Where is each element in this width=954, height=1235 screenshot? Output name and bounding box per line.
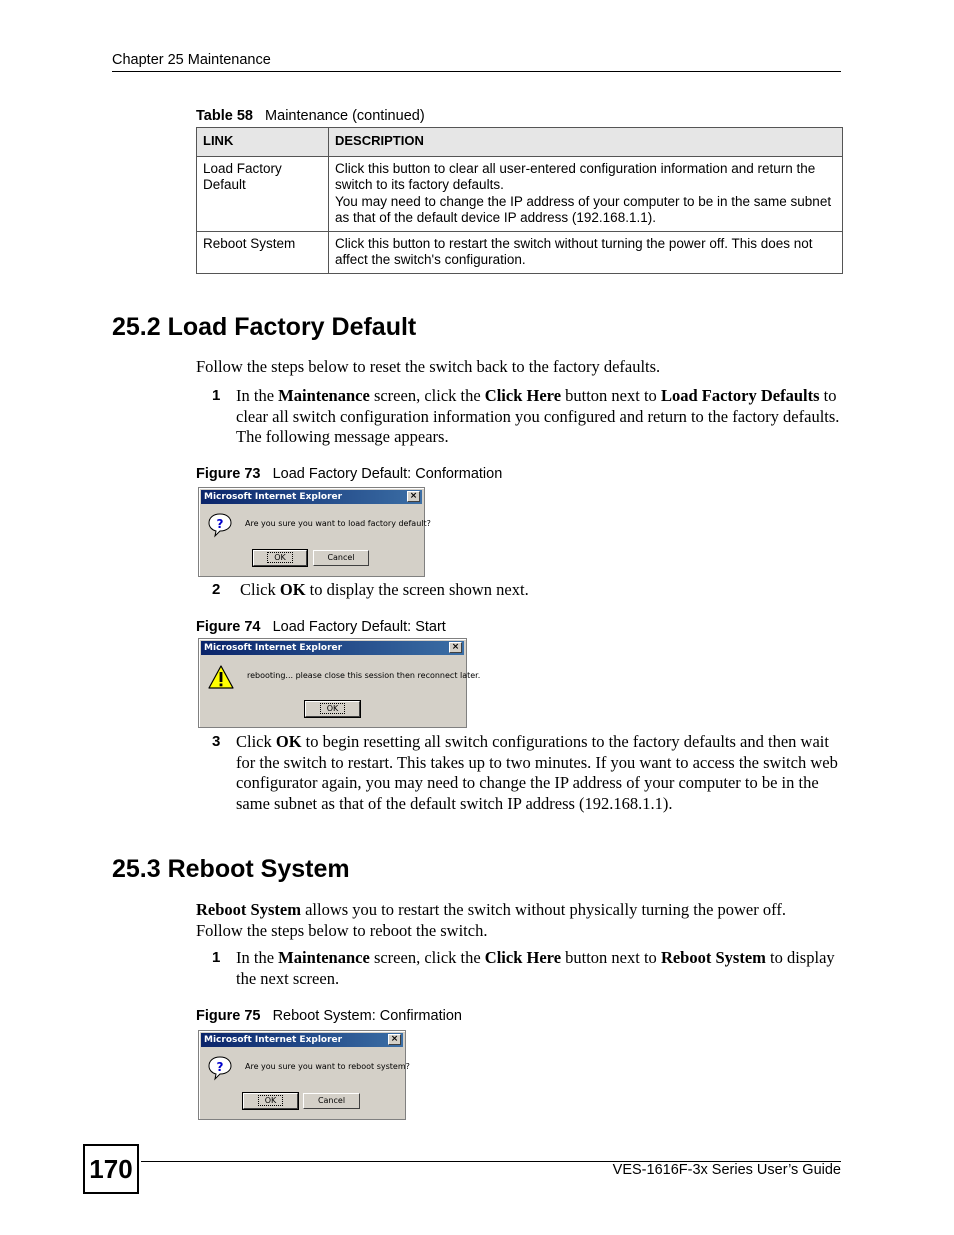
step-text: Click OK to begin resetting all switch configurations to the factory defaults and then wait for the switch to restart. This takes up to two minutes. If you want to access the switch web configurator again, you may need to change the IP address of your computer to be in the same subnet as that of the default switch IP address (192.168.1.1).	[236, 732, 838, 813]
warning-icon	[208, 665, 234, 689]
table-cell-description	[329, 232, 843, 274]
cancel-button[interactable]: Cancel	[313, 550, 369, 566]
table-caption-text: Maintenance (continued)	[265, 108, 425, 124]
table-caption-label: Table 58	[196, 108, 253, 124]
close-icon[interactable]: ×	[388, 1034, 401, 1045]
dialog-title: Microsoft Internet Explorer	[204, 492, 343, 502]
table-cell-description	[329, 157, 843, 232]
svg-text:?: ?	[216, 1060, 224, 1074]
dialog-message: rebooting... please close this session then reconnect later.	[247, 671, 481, 680]
section-intro: Follow the steps below to reset the switch back to the factory defaults.	[196, 357, 661, 376]
dialog-title: Microsoft Internet Explorer	[204, 643, 343, 653]
dialog-title-bar	[201, 641, 464, 655]
header-rule	[112, 71, 841, 72]
dialog-title: Microsoft Internet Explorer	[204, 1035, 343, 1045]
ok-button[interactable]: OK	[305, 701, 360, 717]
table-cell-link: Load Factory Default	[197, 157, 329, 232]
section-heading-load-factory-default: 25.2 Load Factory Default	[112, 313, 417, 341]
running-footer: VES-1616F-3x Series User’s Guide	[612, 1162, 841, 1178]
info-dialog-rebooting	[198, 638, 481, 728]
column-header-link: LINK	[197, 128, 329, 157]
question-icon	[207, 512, 233, 538]
step-text: In the Maintenance screen, click the Click Here button next to Reboot System to display the next screen.	[236, 948, 835, 988]
figure-caption: Figure 73 Load Factory Default: Conformation	[196, 466, 503, 482]
dialog-title-bar	[201, 1033, 403, 1047]
step-text: In the Maintenance screen, click the Click Here button next to Load Factory Defaults to clear all switch configuration information you configured and return to the factory defaults. The following message appears.	[236, 386, 840, 446]
step-number: 3	[212, 733, 221, 750]
table-caption	[196, 108, 425, 124]
step-number: 1	[212, 949, 221, 966]
figure-caption: Figure 74 Load Factory Default: Start	[196, 619, 446, 635]
dialog-message: Are you sure you want to load factory default?	[245, 519, 431, 528]
ok-button[interactable]: OK	[253, 550, 307, 566]
confirm-dialog-reboot-system	[198, 1030, 410, 1120]
table-cell-link: Reboot System	[197, 232, 329, 274]
dialog-title-bar	[201, 490, 422, 504]
dialog-message: Are you sure you want to reboot system?	[245, 1062, 410, 1071]
column-header-description: DESCRIPTION	[329, 128, 843, 157]
close-icon[interactable]: ×	[449, 642, 462, 653]
section-intro: Reboot System allows you to restart the switch without physically turning the power off. Follow the steps below to reboot the switch.	[196, 900, 786, 940]
running-header: Chapter 25 Maintenance	[112, 52, 271, 68]
table-row	[197, 232, 843, 274]
table-header-row	[197, 128, 843, 157]
cancel-button[interactable]: Cancel	[303, 1093, 360, 1109]
description-paragraph: You may need to change the IP address of your computer to be in the same subnet as that of the default device IP address (192.168.1.1).	[335, 194, 832, 225]
close-icon[interactable]: ×	[407, 491, 420, 502]
page-number: 170	[83, 1144, 139, 1194]
step-number: 1	[212, 387, 221, 404]
figure-caption: Figure 75 Reboot System: Confirmation	[196, 1008, 462, 1024]
maintenance-table	[196, 127, 843, 274]
svg-text:?: ?	[216, 517, 224, 531]
description-paragraph: Click this button to restart the switch without turning the power off. This does not affect the switch's configuration.	[335, 236, 813, 267]
question-icon	[207, 1055, 233, 1081]
description-paragraph: Click this button to clear all user-entered configuration information and return the switch to its factory defaults.	[335, 161, 816, 192]
ok-button[interactable]: OK	[243, 1093, 298, 1109]
table-row	[197, 157, 843, 232]
step-number: 2	[212, 581, 221, 598]
section-heading-reboot-system: 25.3 Reboot System	[112, 855, 350, 883]
confirm-dialog-load-factory-default	[198, 487, 431, 577]
step-text: Click OK to display the screen shown next.	[240, 580, 529, 599]
